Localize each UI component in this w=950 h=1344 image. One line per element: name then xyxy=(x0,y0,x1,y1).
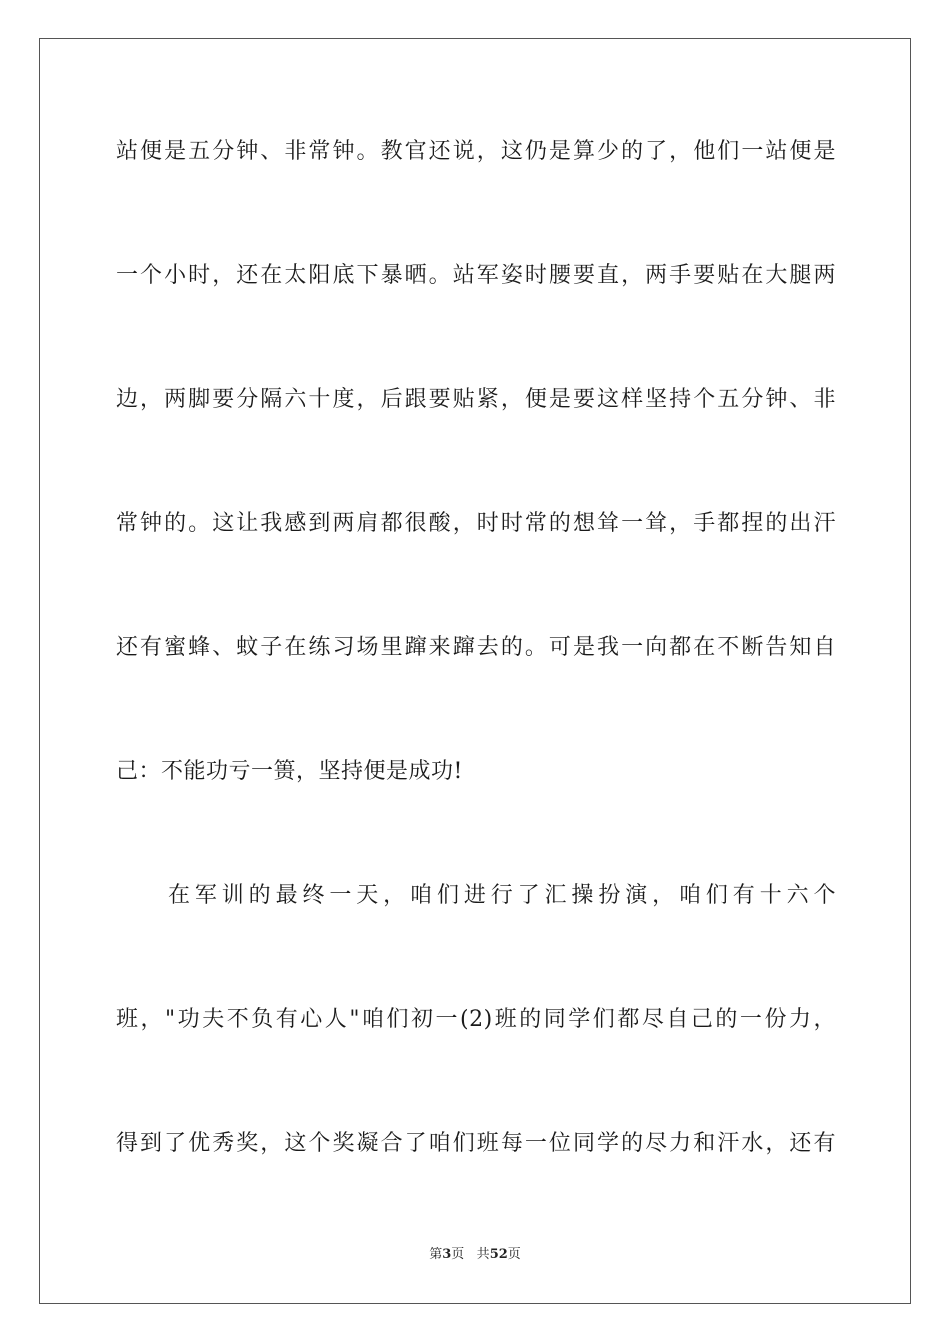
body-line-1: 站便是五分钟、非常钟。教官还说，这仍是算少的了，他们一站便是 xyxy=(116,139,836,164)
page-footer xyxy=(0,1246,950,1264)
footer-page-prefix: 第 xyxy=(429,1247,443,1262)
body-line-7: 在军训的最终一天，咱们进行了汇操扮演，咱们有十六个 xyxy=(168,883,836,908)
body-line-4: 常钟的。这让我感到两肩都很酸，时时常的想耸一耸，手都捏的出汗 xyxy=(116,511,836,536)
body-line-3: 边，两脚要分隔六十度，后跟要贴紧，便是要这样坚持个五分钟、非 xyxy=(116,387,836,412)
body-line-2: 一个小时，还在太阳底下暴晒。站军姿时腰要直，两手要贴在大腿两 xyxy=(116,263,836,288)
footer-total-prefix: 共 xyxy=(476,1247,490,1262)
footer-total-number: 52 xyxy=(489,1247,508,1262)
body-line-8: 班，"功夫不负有心人"咱们初一(2)班的同学们都尽自己的一份力， xyxy=(116,1007,836,1032)
body-line-6: 己：不能功亏一篑，坚持便是成功! xyxy=(116,759,463,784)
page-border xyxy=(39,38,911,1304)
footer-page-suffix: 页 xyxy=(451,1247,465,1262)
footer-total-suffix: 页 xyxy=(507,1247,521,1262)
body-line-9: 得到了优秀奖，这个奖凝合了咱们班每一位同学的尽力和汗水，还有 xyxy=(116,1131,836,1156)
body-line-5: 还有蜜蜂、蚊子在练习场里蹿来蹿去的。可是我一向都在不断告知自 xyxy=(116,635,836,660)
footer-page-number: 3 xyxy=(442,1247,452,1262)
